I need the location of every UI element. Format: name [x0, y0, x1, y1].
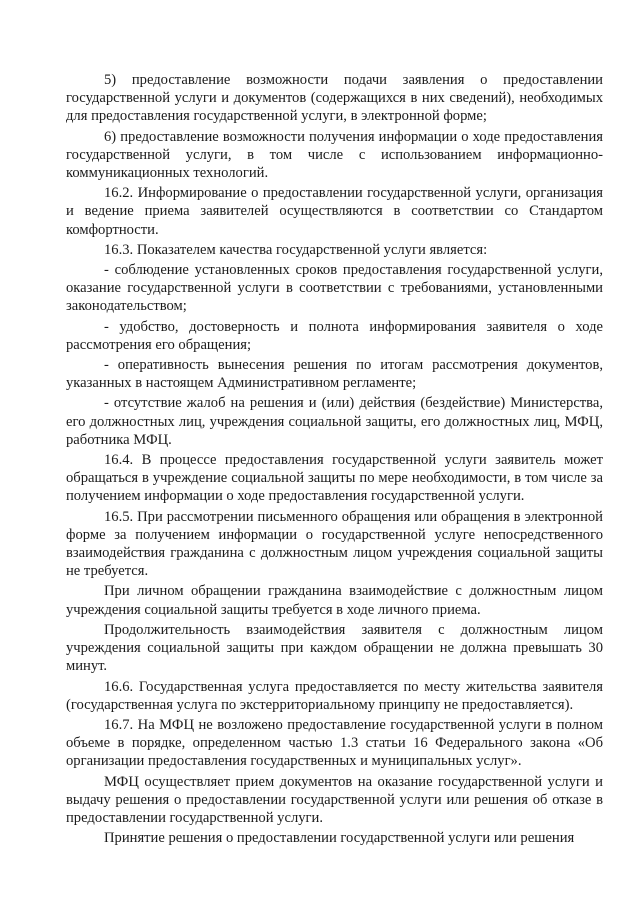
- list-item-informing: - удобство, достоверность и полнота информирования заявителя о ходе рассмотрения его обращения;: [66, 318, 603, 353]
- paragraph-personal-visit: При личном обращении гражданина взаимодействие с должностным лицом учреждения социальной защиты требуется в ходе личного приема.: [66, 583, 603, 618]
- paragraph-16-7: 16.7. На МФЦ не возложено предоставление государственной услуги в полном объеме в порядке, определенном частью 1.3 статьи 16 Федерального закона «Об организации предоставления государственных и муниципальных услуг».: [66, 716, 603, 770]
- document-page: [66, 71, 603, 847]
- paragraph-decision: Принятие решения о предоставлении государственной услуги или решения: [104, 830, 575, 847]
- list-item-deadlines: - соблюдение установленных сроков предоставления государственной услуги, оказание государственной услуги в соответствии с требованиями, установленными законодательством;: [66, 262, 603, 315]
- paragraph-16-6: 16.6. Государственная услуга предоставляется по месту жительства заявителя (государственная услуга по экстерриториальному принципу не предоставляется).: [66, 678, 603, 713]
- paragraph-mfc-acceptance: МФЦ осуществляет прием документов на оказание государственной услуги и выдачу решения о предоставлении государственной услуги или решения об отказе в предоставлении государственной услуги.: [66, 773, 603, 826]
- paragraph-duration: Продолжительность взаимодействия заявителя с должностным лицом учреждения социальной защиты при каждом обращении не должна превышать 30 минут.: [66, 621, 603, 675]
- paragraph-16-4: 16.4. В процессе предоставления государственной услуги заявитель может обращаться в учреждение социальной защиты по мере необходимости, в том числе за получением информации о ходе предоставления государственной услуги.: [66, 452, 603, 505]
- paragraph-16-2: 16.2. Информирование о предоставлении государственной услуги, организация и ведение приема заявителей осуществляются в соответствии со Стандартом комфортности.: [66, 185, 603, 238]
- paragraph-16-5: 16.5. При рассмотрении письменного обращения или обращения в электронной форме за получением информации о государственной услуге непосредственного взаимодействия гражданина с должностным лицом учреждения социальной защиты не требуется.: [66, 508, 603, 580]
- paragraph-item-5: 5) предоставление возможности подачи заявления о предоставлении государственной услуги и документов (содержащихся в них сведений), необходимых для предоставления государственной услуги, в электронной форме;: [66, 72, 603, 125]
- list-item-promptness: - оперативность вынесения решения по итогам рассмотрения документов, указанных в настоящем Административном регламенте;: [66, 357, 603, 392]
- list-item-no-complaints: - отсутствие жалоб на решения и (или) действия (бездействие) Министерства, его должностных лиц, учреждения социальной защиты, его должностных лиц, МФЦ, работника МФЦ.: [66, 395, 603, 448]
- paragraph-item-6: 6) предоставление возможности получения информации о ходе предоставления государственной услуги, в том числе с использованием информационно-коммуникационных технологий.: [66, 128, 603, 182]
- paragraph-16-3: 16.3. Показателем качества государственной услуги является:: [104, 241, 488, 258]
